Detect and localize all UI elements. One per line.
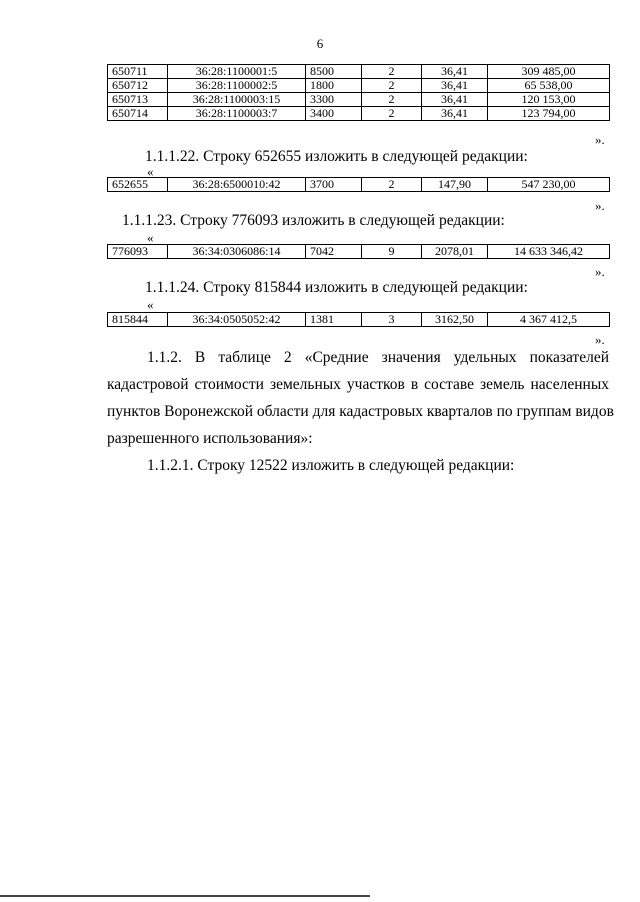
table-cell-unit-value: 36,41	[422, 107, 488, 121]
section-heading: 1.1.1.22. Строку 652655 изложить в следующей редакции:	[145, 148, 528, 165]
table-cell-cadastral-number: 36:28:1100003:7	[168, 107, 306, 121]
table-row	[108, 93, 610, 107]
scan-edge-line	[0, 895, 370, 897]
table-cell-unit-value: 36,41	[422, 79, 488, 93]
table-cell-area: 3400	[306, 107, 362, 121]
table-cell-area: 1381	[306, 313, 362, 327]
table-cell-group: 9	[362, 245, 422, 259]
table-cell-cadastral-number: 36:28:1100001:5	[168, 65, 306, 79]
closing-quote: ».	[595, 264, 605, 279]
table-cell-cadastral-number: 36:28:6500010:42	[168, 178, 306, 192]
table-cell-group: 2	[362, 79, 422, 93]
paragraph-line: 1.1.2. В таблице 2 «Средние значения удельных показателей	[147, 349, 609, 366]
table-row	[108, 79, 610, 93]
table-row	[108, 245, 610, 259]
section-heading: 1.1.1.24. Строку 815844 изложить в следующей редакции:	[145, 279, 528, 296]
table-cell-cadastral-number: 36:34:0505052:42	[168, 313, 306, 327]
table-cell-code: 650713	[108, 93, 168, 107]
table-cell-unit-value: 2078,01	[422, 245, 488, 259]
table-cell-code: 650711	[108, 65, 168, 79]
opening-quote: «	[147, 297, 154, 312]
table-cell-area: 8500	[306, 65, 362, 79]
table-cell-cadastral-number: 36:28:1100002:5	[168, 79, 306, 93]
paragraph-line: кадастровой стоимости земельных участков в составе земель населенных	[107, 376, 609, 393]
table-cell-cost: 123 794,00	[488, 107, 610, 121]
opening-quote: «	[147, 164, 154, 179]
cadastral-table-row	[107, 177, 610, 192]
table-cell-group: 2	[362, 65, 422, 79]
table-row	[108, 178, 610, 192]
table-cell-group: 2	[362, 178, 422, 192]
cadastral-table-row	[107, 244, 610, 259]
table-cell-unit-value: 147,90	[422, 178, 488, 192]
table-row	[108, 107, 610, 121]
table-cell-code: 776093	[108, 245, 168, 259]
table-cell-cadastral-number: 36:28:1100003:15	[168, 93, 306, 107]
table-cell-area: 3300	[306, 93, 362, 107]
table-cell-unit-value: 3162,50	[422, 313, 488, 327]
table-cell-group: 3	[362, 313, 422, 327]
cadastral-table-main	[107, 64, 610, 121]
table-cell-code: 650714	[108, 107, 168, 121]
table-cell-area: 7042	[306, 245, 362, 259]
table-cell-cost: 14 633 346,42	[488, 245, 610, 259]
cadastral-table-row	[107, 312, 610, 327]
table-cell-unit-value: 36,41	[422, 93, 488, 107]
table-cell-cadastral-number: 36:34:0306086:14	[168, 245, 306, 259]
table-cell-cost: 309 485,00	[488, 65, 610, 79]
page-number: 6	[316, 36, 324, 51]
section-heading: 1.1.2.1. Строку 12522 изложить в следующей редакции:	[147, 457, 515, 474]
table-row	[108, 313, 610, 327]
table-row	[108, 65, 610, 79]
table-cell-group: 2	[362, 107, 422, 121]
table-cell-code: 815844	[108, 313, 168, 327]
table-cell-cost: 547 230,00	[488, 178, 610, 192]
table-cell-area: 3700	[306, 178, 362, 192]
table-cell-group: 2	[362, 93, 422, 107]
table-cell-code: 652655	[108, 178, 168, 192]
table-cell-area: 1800	[306, 79, 362, 93]
table-cell-unit-value: 36,41	[422, 65, 488, 79]
closing-quote: ».	[595, 132, 605, 147]
paragraph-line: пунктов Воронежской области для кадастровых кварталов по группам видов	[107, 403, 614, 420]
table-cell-cost: 4 367 412,5	[488, 313, 610, 327]
closing-quote: ».	[595, 198, 605, 213]
table-cell-code: 650712	[108, 79, 168, 93]
table-cell-cost: 65 538,00	[488, 79, 610, 93]
table-cell-cost: 120 153,00	[488, 93, 610, 107]
section-heading: 1.1.1.23. Строку 776093 изложить в следующей редакции:	[122, 212, 505, 229]
closing-quote: ».	[595, 332, 605, 347]
opening-quote: «	[147, 230, 154, 245]
paragraph-line: разрешенного использования»:	[107, 430, 313, 447]
